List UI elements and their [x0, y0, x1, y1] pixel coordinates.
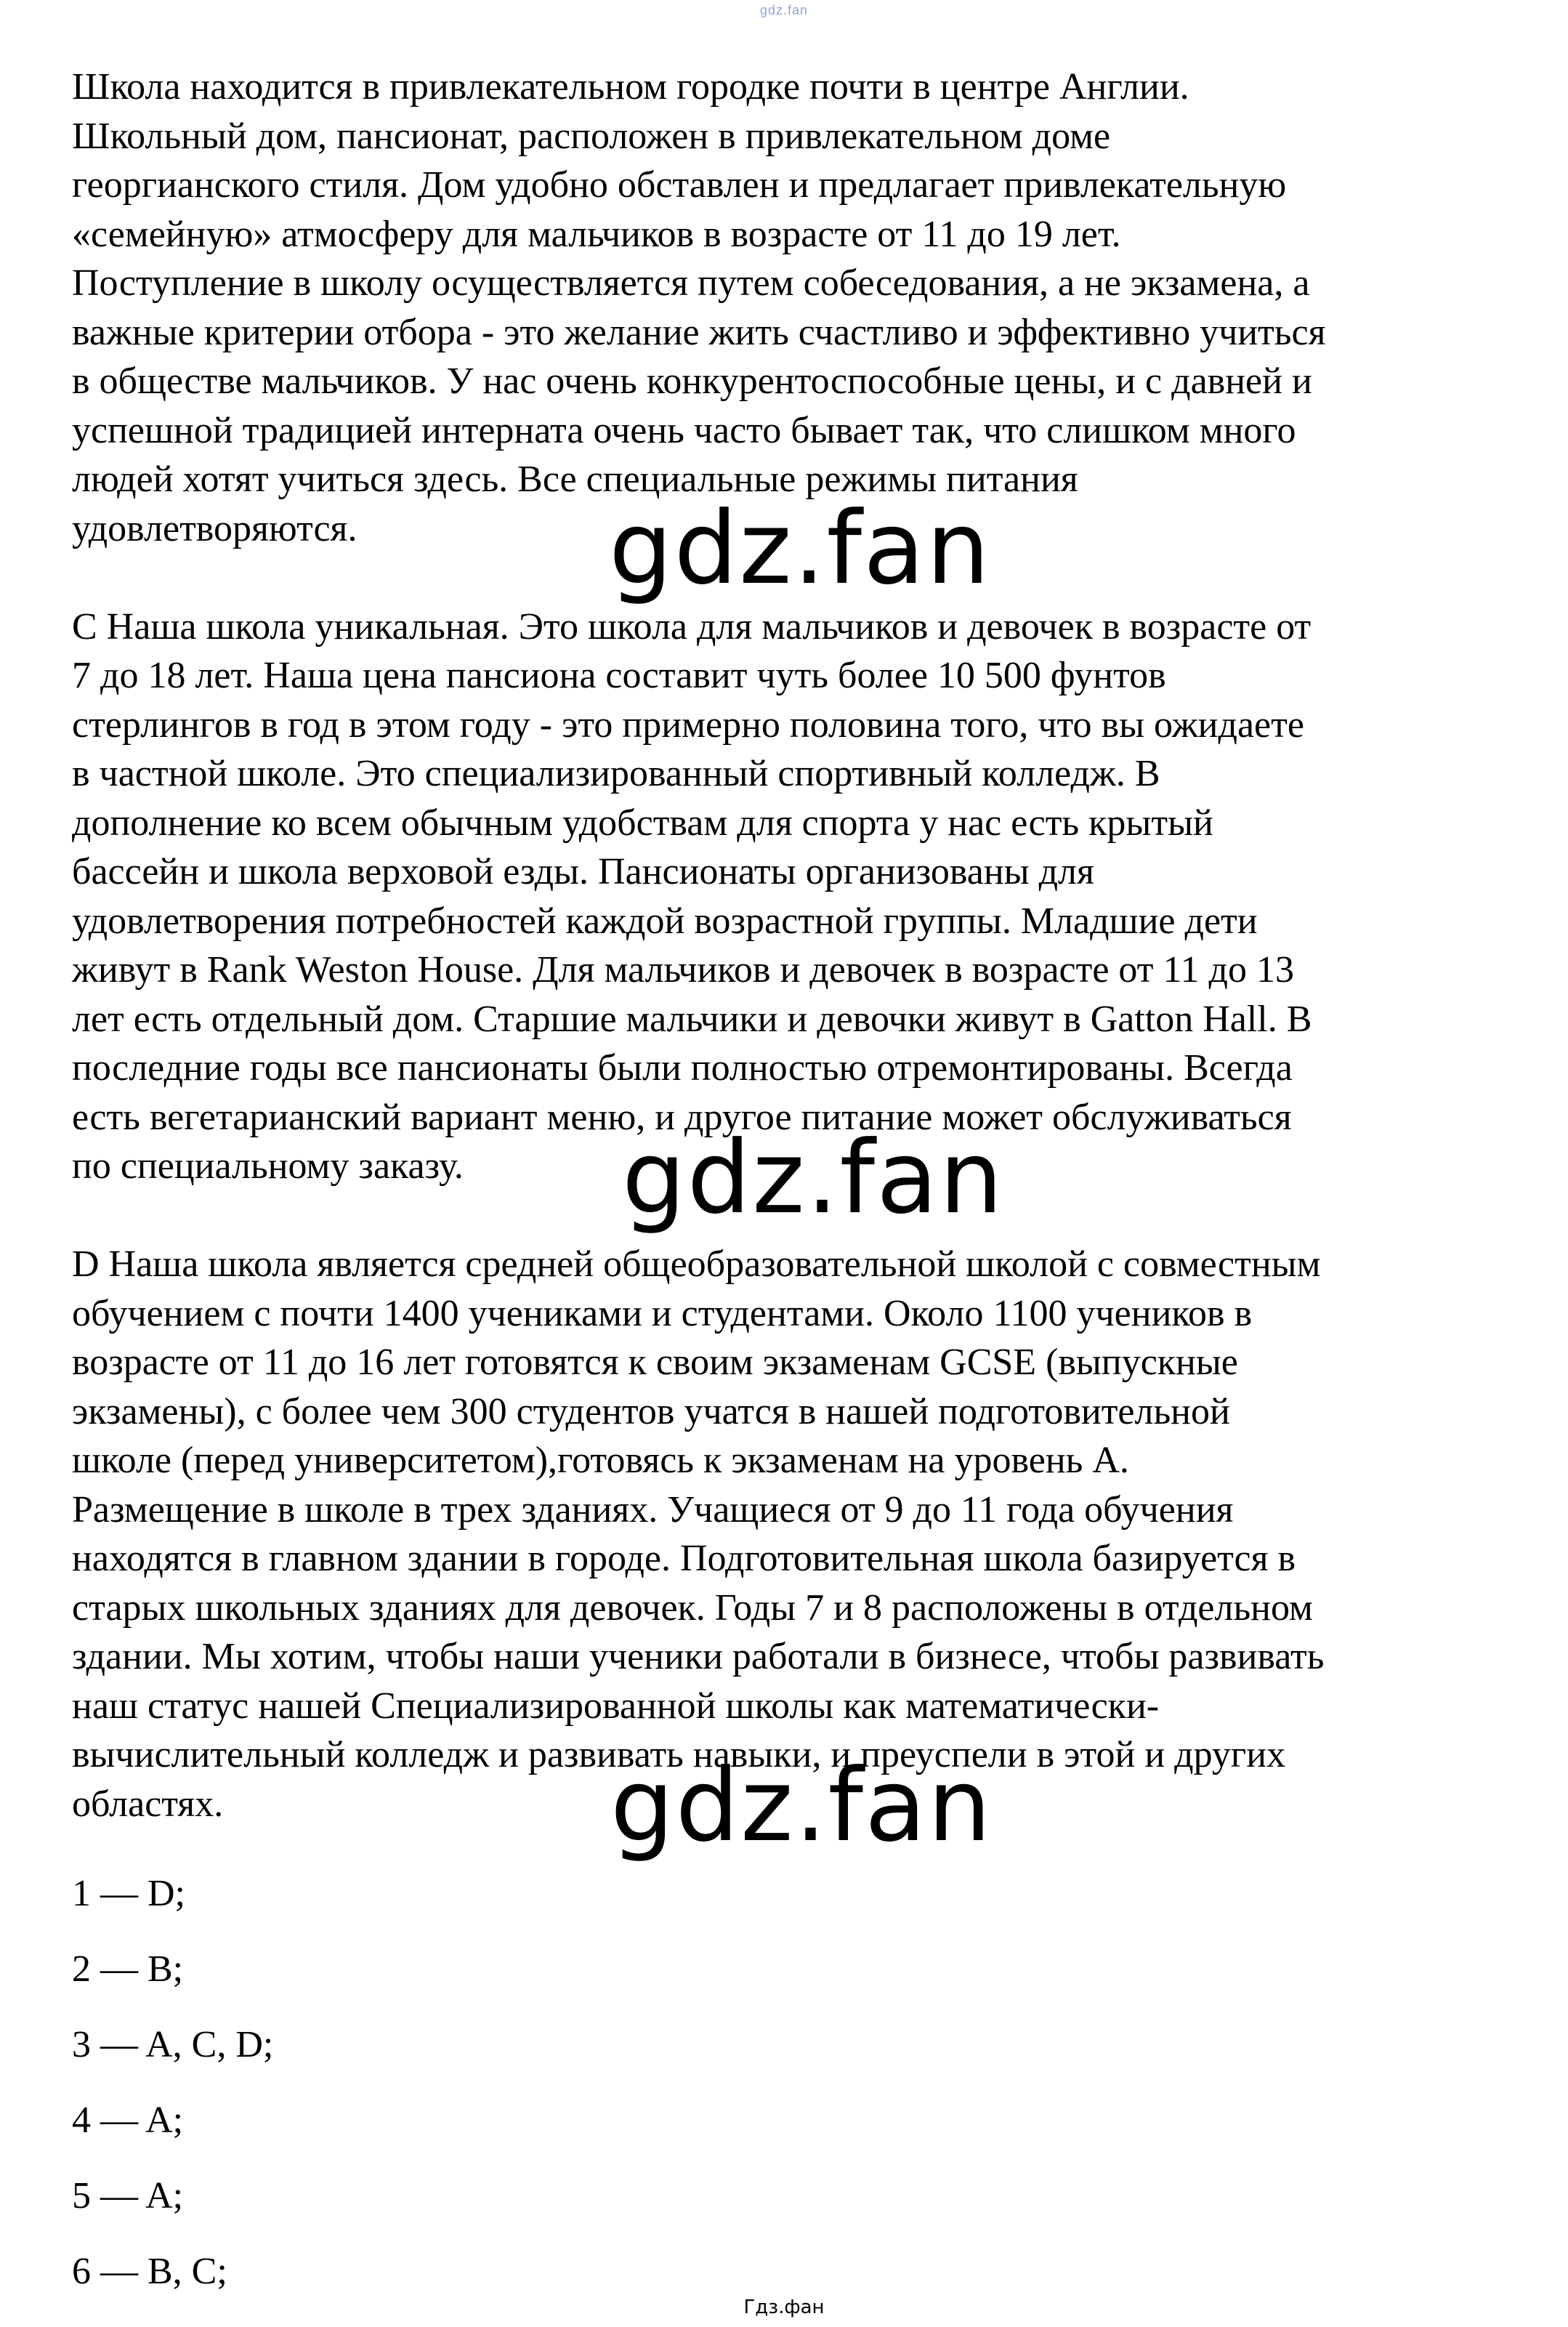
answer-item: 3 — A, C, D;: [72, 2024, 274, 2065]
paragraph-gap: [72, 1191, 1525, 1241]
header-watermark: gdz.fan: [759, 3, 809, 17]
paragraph-gap: [72, 553, 1525, 602]
watermark-logo: gdz.fan: [609, 490, 992, 607]
paragraph-c: С Наша школа уникальная. Это школа для мальчиков и девочек в возрасте от 7 до 18 лет. Наша цена пансиона составит чуть более 10 500 фунтов стерлингов в год в этом году - это примерно половина того, что вы ожидаете в частной школе. Это специализированный спортивный колледж. В дополнение ко всем обычным удобствам для спорта у нас есть крытый бассейн и школа верховой езды. Пансионаты организованы для удовлетворения потребностей каждой возрастной группы. Младшие дети живут в Rank Weston House. Для мальчиков и девочек в возрасте от 11 до 13 лет есть отдельный дом. Старшие мальчики и девочки живут в Gatton Hall. В последние годы все пансионаты были полностью отремонтированы. Всегда есть вегетарианский вариант меню, и другое питание может обслуживаться по специальному заказу.: [72, 605, 1312, 1187]
paragraph-b: Школа находится в привлекательном городке почти в центре Англии. Школьный дом, пансионат, расположен в привлекательном доме георгианского стиля. Дом удобно обставлен и предлагает привлекательную «семейную» атмосферу для мальчиков в возрасте от 11 до 19 лет. Поступление в школу осуществляется путем собеседования, а не экзамена, а важные критерии отбора - это желание жить счастливо и эффективно учиться в обществе мальчиков. У нас очень конкурентоспособные цены, и с давней и успешной традицией интерната очень часто бывает так, что слишком много людей хотят учиться здесь. Все специальные режимы питания удовлетворяются.: [72, 66, 1326, 549]
document-body: [72, 62, 1525, 2310]
watermark-logo: gdz.fan: [622, 1119, 1005, 1236]
watermark-logo: gdz.fan: [610, 1747, 993, 1864]
paragraph-d: D Наша школа является средней общеобразовательной школой с совместным обучением с почти 1400 учениками и студентами. Около 1100 учеников в возрасте от 11 до 16 лет готовятся к своим экзаменам GCSE (выпускные экзамены), с более чем 300 студентов учатся в нашей подготовительной школе (перед университетом),готовясь к экзаменам на уровень А. Размещение в школе в трех зданиях. Учащиеся от 9 до 11 года обучения находятся в главном здании в городе. Подготовительная школа базируется в старых школьных зданиях для девочек. Годы 7 и 8 расположены в отдельном здании. Мы хотим, чтобы наши ученики работали в бизнесе, чтобы развивать наш статус нашей Специализированной школы как математически- вычислительный колледж и развивать навыки, и преуспели в этой и других областях.: [72, 1243, 1325, 1825]
answer-item: 4 — A;: [72, 2100, 184, 2141]
answer-list: [72, 1856, 1525, 2310]
answer-item: 1 — D;: [72, 1873, 185, 1914]
answer-item: 2 — B;: [72, 1948, 184, 1990]
answer-item: 5 — A;: [72, 2175, 184, 2217]
footer-text: Гдз.фан: [743, 2296, 825, 2318]
answer-item: 6 — B, C;: [72, 2251, 227, 2292]
